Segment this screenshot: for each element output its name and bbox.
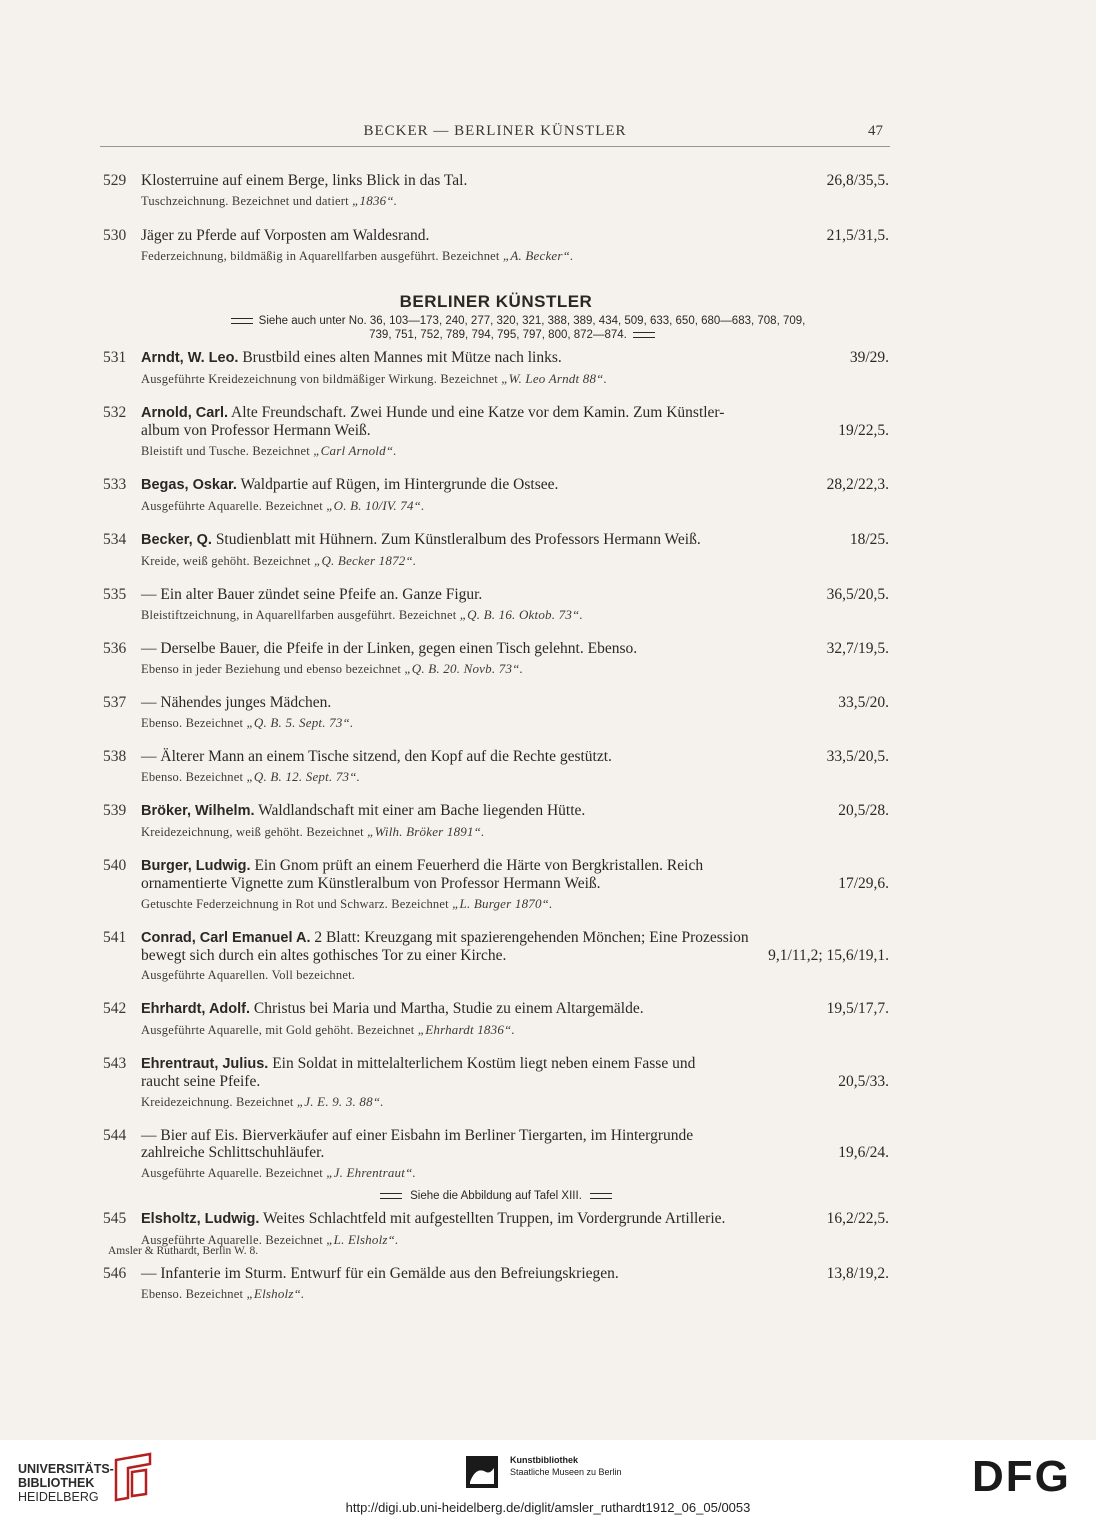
catalog-entry: [103, 929, 889, 984]
entry-dimensions: 33,5/20.: [838, 694, 889, 711]
catalog-entry: [103, 1000, 889, 1039]
entry-description: [141, 1265, 889, 1282]
imprint: Amsler & Ruthardt, Berlin W. 8.: [108, 1245, 259, 1257]
signature-text: „Q. B. 5. Sept. 73“.: [246, 715, 354, 730]
entry-description: [141, 857, 889, 875]
entry-number: 533: [103, 476, 127, 493]
entry-text: — Infanterie im Sturm. Entwurf für ein Gemälde aus den Befreiungskriegen.: [141, 1265, 619, 1282]
entry-description: [141, 1210, 889, 1228]
entry-technique-note: Kreidezeichnung. Bezeichnet „J. E. 9. 3. 88“.: [141, 1094, 384, 1109]
entry-number: 529: [103, 172, 127, 189]
artist-name: Bröker, Wilhelm.: [141, 803, 255, 819]
entry-description: [141, 586, 889, 603]
entry-body: [141, 476, 889, 494]
entry-dimensions: 20,5/33.: [838, 1073, 889, 1090]
entry-description: [141, 1127, 889, 1144]
entry-technique-note: Bleistift und Tusche. Bezeichnet „Carl Arnold“.: [141, 443, 397, 458]
entry-dimensions: 26,8/35,5.: [826, 172, 889, 189]
signature-text: „L. Elsholz“.: [326, 1232, 399, 1247]
catalog-entry: [103, 1210, 889, 1249]
double-rule-left: [380, 1193, 402, 1199]
entry-text: Ein Gnom prüft an einem Feuerherd die Härte von Bergkristallen. Reich: [254, 857, 704, 874]
entry-body: [141, 227, 889, 244]
entry-body: [141, 802, 889, 820]
entry-text: Klosterruine auf einem Berge, links Blick in das Tal.: [141, 172, 468, 189]
entry-description: [141, 1055, 889, 1073]
entry-description-cont: album von Professor Hermann Weiß. 19/22,5.: [141, 422, 889, 439]
entry-body: [141, 1265, 889, 1282]
entry-number: 531: [103, 349, 127, 366]
entry-technique-note: Ausgeführte Aquarelle. Bezeichnet „J. Ehrentraut“.: [141, 1165, 416, 1180]
entry-technique-note: Ebenso. Bezeichnet „Elsholz“.: [141, 1286, 305, 1301]
artist-name: Burger, Ludwig.: [141, 858, 251, 874]
entries-top: [103, 172, 889, 282]
entry-body: [141, 1055, 889, 1090]
catalog-entry: [103, 1265, 889, 1303]
signature-text: „O. B. 10/IV. 74“.: [326, 498, 425, 513]
signature-text: „Elsholz“.: [246, 1286, 305, 1301]
kunstbibliothek-logo-icon[interactable]: [466, 1456, 498, 1488]
catalog-entry: [103, 172, 889, 210]
entry-text: 2 Blatt: Kreuzgang mit spazierengehenden Mönchen; Eine Prozession: [314, 929, 749, 946]
catalog-entry: [103, 748, 889, 786]
entry-technique-note: Ausgeführte Aquarellen. Voll bezeichnet.: [141, 968, 356, 982]
entry-technique-note: Ausgeführte Kreidezeichnung von bildmäßiger Wirkung. Bezeichnet „W. Leo Arndt 88“.: [141, 371, 608, 386]
entry-text: Ein Soldat in mittelalterlichem Kostüm liegt neben einem Fasse und: [272, 1055, 696, 1072]
entry-description: [141, 748, 889, 765]
entry-dimensions: 32,7/19,5.: [826, 640, 889, 657]
signature-text: „J. Ehrentraut“.: [326, 1165, 416, 1180]
entry-number: 534: [103, 531, 127, 548]
artist-name: Ehrentraut, Julius.: [141, 1056, 269, 1072]
catalog-entry: [103, 227, 889, 265]
entry-technique-note: Ausgeführte Aquarelle, mit Gold gehöht. Bezeichnet „Ehrhardt 1836“.: [141, 1022, 515, 1037]
entry-dimensions: 19,6/24.: [838, 1144, 889, 1161]
entry-description-cont: raucht seine Pfeife. 20,5/33.: [141, 1073, 889, 1090]
entry-text: — Bier auf Eis. Bierverkäufer auf einer Eisbahn im Berliner Tiergarten, im Hintergrunde: [141, 1127, 694, 1144]
double-rule-right: [633, 332, 655, 338]
entry-description: [141, 694, 889, 711]
entry-technique-note: Kreidezeichnung, weiß gehöht. Bezeichnet „Wilh. Bröker 1891“.: [141, 824, 485, 839]
entry-description: [141, 640, 889, 657]
entry-text: Weites Schlachtfeld mit aufgestellten Truppen, im Vordergrunde Artillerie.: [263, 1210, 726, 1227]
entry-description-cont: zahlreiche Schlittschuhläufer. 19,6/24.: [141, 1144, 889, 1161]
signature-text: „Ehrhardt 1836“.: [417, 1022, 515, 1037]
catalog-entry: [103, 640, 889, 678]
entry-body: [141, 857, 889, 892]
entry-description: [141, 531, 889, 549]
catalog-entry: [103, 857, 889, 913]
entry-technique-note: Tuschzeichnung. Bezeichnet und datiert „1836“.: [141, 193, 398, 208]
signature-text: „1836“.: [352, 193, 398, 208]
artist-name: Conrad, Carl Emanuel A.: [141, 930, 311, 946]
entry-body: [141, 404, 889, 439]
signature-text: „Wilh. Bröker 1891“.: [367, 824, 485, 839]
page-number: 47: [868, 123, 883, 139]
entry-dimensions: 18/25.: [849, 531, 889, 548]
entry-text: Brustbild eines alten Mannes mit Mütze nach links.: [242, 349, 562, 366]
entry-body: [141, 349, 889, 367]
signature-text: „Q. Becker 1872“.: [314, 553, 417, 568]
catalog-entry: [103, 349, 889, 388]
artist-name: Becker, Q.: [141, 532, 212, 548]
entry-body: [141, 1127, 889, 1161]
entry-body: [141, 1000, 889, 1018]
signature-text: „A. Becker“.: [502, 248, 574, 263]
entry-text: Christus bei Maria und Martha, Studie zu einem Altargemälde.: [253, 1000, 644, 1017]
entries-main: [103, 349, 889, 1319]
entry-text: Studienblatt mit Hühnern. Zum Künstleralbum des Professors Hermann Weiß.: [215, 531, 701, 548]
entry-body: [141, 172, 889, 189]
catalog-entry: [103, 531, 889, 570]
header-rule: [100, 146, 890, 147]
entry-description-cont: ornamentierte Vignette zum Künstleralbum von Professor Hermann Weiß. 17/29,6.: [141, 875, 889, 892]
uni-library-logo[interactable]: UNIVERSITÄTS- BIBLIOTHEK HEIDELBERG: [18, 1462, 114, 1504]
artist-name: Arnold, Carl.: [141, 405, 229, 421]
entry-dimensions: 39/29.: [849, 349, 889, 366]
catalog-entry: [103, 694, 889, 732]
signature-text: „Carl Arnold“.: [313, 443, 397, 458]
entry-text: — Älterer Mann an einem Tische sitzend, den Kopf auf die Rechte gestützt.: [141, 748, 612, 765]
entry-description: [141, 227, 889, 244]
entry-description: [141, 404, 889, 422]
entry-text: Waldpartie auf Rügen, im Hintergrunde die Ostsee.: [240, 476, 559, 493]
entry-technique-note: Ausgeführte Aquarelle. Bezeichnet „L. Elsholz“.: [141, 1232, 399, 1247]
artist-name: Arndt, W. Leo.: [141, 350, 239, 366]
entry-description: [141, 802, 889, 820]
entry-text: — Derselbe Bauer, die Pfeife in der Linken, gegen einen Tisch gelehnt. Ebenso.: [141, 640, 638, 657]
entry-description: [141, 349, 889, 367]
entry-description: [141, 172, 889, 189]
entry-number: 532: [103, 404, 127, 421]
entry-text: Jäger zu Pferde auf Vorposten am Waldesrand.: [141, 227, 430, 244]
entry-dimensions: 19,5/17,7.: [826, 1000, 889, 1017]
catalog-entry: [103, 1055, 889, 1111]
digitization-footer: [0, 1440, 1096, 1520]
artist-name: Begas, Oskar.: [141, 477, 237, 493]
signature-text: „W. Leo Arndt 88“.: [501, 371, 608, 386]
entry-number: 544: [103, 1127, 127, 1144]
entry-description: [141, 929, 889, 947]
entry-technique-note: Bleistiftzeichnung, in Aquarellfarben ausgeführt. Bezeichnet „Q. B. 16. Oktob. 73“.: [141, 607, 583, 622]
running-head: BECKER — BERLINER KÜNSTLER: [363, 123, 627, 139]
entry-dimensions: 16,2/22,5.: [826, 1210, 889, 1227]
entry-body: [141, 531, 889, 549]
kunstbibliothek-label: Kunstbibliothek Staatliche Museen zu Berlin: [510, 1455, 622, 1477]
entry-text: Alte Freundschaft. Zwei Hunde und eine Katze vor dem Kamin. Zum Künstler-: [231, 404, 725, 421]
entry-body: [141, 1210, 889, 1228]
entry-description-cont: bewegt sich durch ein altes gothisches Tor zu einer Kirche. 9,1/11,2; 15,6/19,1.: [141, 947, 889, 964]
entry-description: [141, 476, 889, 494]
uni-heidelberg-mark-icon: [110, 1450, 156, 1502]
entry-body: [141, 748, 889, 765]
catalog-entry: [103, 404, 889, 460]
see-also-note: Siehe auch unter No. 36, 103—173, 240, 277, 320, 321, 388, 389, 434, 509, 633, 650, 680—683, 708, 709, 739, 751, 752, 789, 794, 795, 797, 800, 872—874.: [140, 314, 890, 342]
section-title: BERLINER KÜNSTLER: [399, 292, 593, 311]
entry-dimensions: 19/22,5.: [838, 422, 889, 439]
entry-dimensions: 28,2/22,3.: [826, 476, 889, 493]
entry-technique-note: Ebenso. Bezeichnet „Q. B. 12. Sept. 73“.: [141, 769, 361, 784]
entry-body: [141, 694, 889, 711]
entry-dimensions: 17/29,6.: [838, 875, 889, 892]
entry-number: 545: [103, 1210, 127, 1227]
entry-technique-note: Ausgeführte Aquarelle. Bezeichnet „O. B. 10/IV. 74“.: [141, 498, 425, 513]
entry-dimensions: 21,5/31,5.: [826, 227, 889, 244]
entry-dimensions: 33,5/20,5.: [826, 748, 889, 765]
entry-description: [141, 1000, 889, 1018]
artist-name: Elsholtz, Ludwig.: [141, 1211, 260, 1227]
catalog-entry: [103, 586, 889, 624]
entry-number: 542: [103, 1000, 127, 1017]
entry-number: 541: [103, 929, 127, 946]
entry-number: 546: [103, 1265, 127, 1282]
entry-technique-note: Ebenso. Bezeichnet „Q. B. 5. Sept. 73“.: [141, 715, 354, 730]
entry-number: 537: [103, 694, 127, 711]
catalog-entry: [103, 476, 889, 515]
entry-technique-note: Federzeichnung, bildmäßig in Aquarellfarben ausgeführt. Bezeichnet „A. Becker“.: [141, 248, 574, 263]
double-rule-left: [231, 318, 253, 324]
entry-body: [141, 586, 889, 603]
signature-text: „Q. B. 16. Oktob. 73“.: [459, 607, 583, 622]
entry-dimensions: 36,5/20,5.: [826, 586, 889, 603]
signature-text: „Q. B. 12. Sept. 73“.: [246, 769, 361, 784]
entry-number: 539: [103, 802, 127, 819]
entry-body: [141, 640, 889, 657]
entry-number: 540: [103, 857, 127, 874]
entry-technique-note: Kreide, weiß gehöht. Bezeichnet „Q. Becker 1872“.: [141, 553, 417, 568]
signature-text: „Q. B. 20. Novb. 73“.: [404, 661, 524, 676]
entry-technique-note: Getuschte Federzeichnung in Rot und Schwarz. Bezeichnet „L. Burger 1870“.: [141, 896, 553, 911]
entry-number: 530: [103, 227, 127, 244]
dfg-logo[interactable]: DFG: [972, 1452, 1071, 1501]
catalog-entry: [103, 802, 889, 841]
entry-number: 538: [103, 748, 127, 765]
page-url-link[interactable]: http://digi.ub.uni-heidelberg.de/diglit/amsler_ruthardt1912_06_05/0053: [345, 1500, 751, 1515]
entry-dimensions: 13,8/19,2.: [826, 1265, 889, 1282]
plate-reference-note: Siehe die Abbildung auf Tafel XIII.: [103, 1190, 889, 1202]
entry-number: 543: [103, 1055, 127, 1072]
entry-text: Waldlandschaft mit einer am Bache liegenden Hütte.: [258, 802, 586, 819]
entry-number: 536: [103, 640, 127, 657]
signature-text: „L. Burger 1870“.: [452, 896, 553, 911]
catalog-entry: [103, 1127, 889, 1182]
entry-body: [141, 929, 889, 964]
artist-name: Ehrhardt, Adolf.: [141, 1001, 251, 1017]
signature-text: „J. E. 9. 3. 88“.: [296, 1094, 384, 1109]
entry-technique-note: Ebenso in jeder Beziehung und ebenso bezeichnet „Q. B. 20. Novb. 73“.: [141, 661, 524, 676]
entry-text: — Ein alter Bauer zündet seine Pfeife an. Ganze Figur.: [141, 586, 483, 603]
entry-text: — Nähendes junges Mädchen.: [141, 694, 332, 711]
entry-dimensions: 20,5/28.: [838, 802, 889, 819]
entry-dimensions: 9,1/11,2; 15,6/19,1.: [768, 947, 889, 964]
double-rule-right: [590, 1193, 612, 1199]
entry-number: 535: [103, 586, 127, 603]
